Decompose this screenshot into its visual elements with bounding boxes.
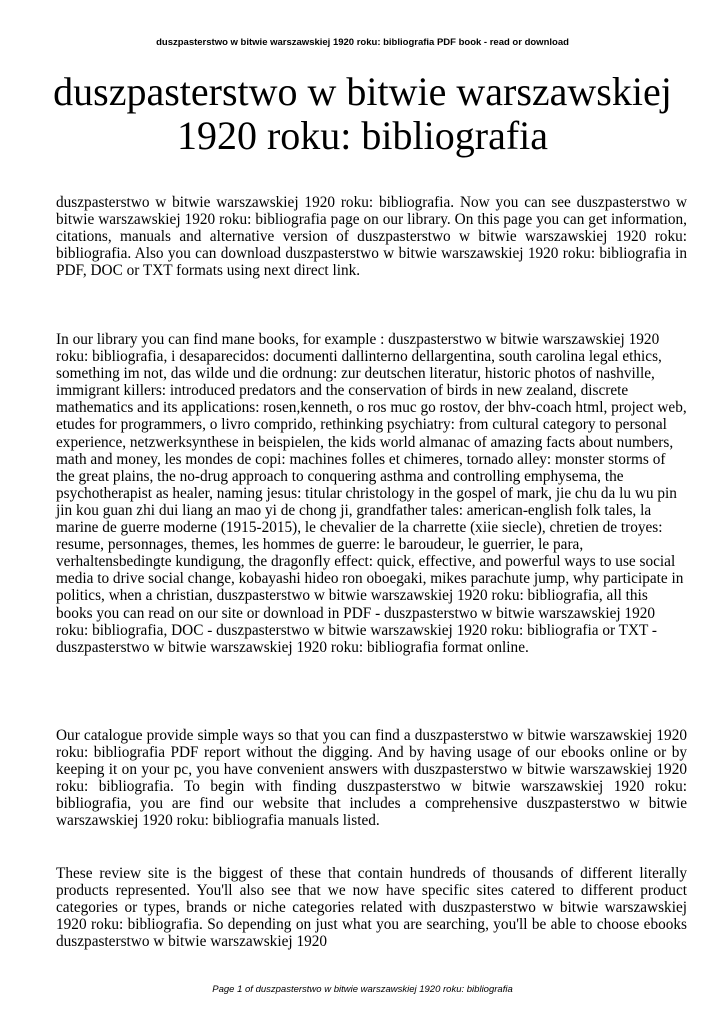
page-footer: Page 1 of duszpasterstwo w bitwie warszawskiej 1920 roku: bibliografia bbox=[212, 984, 513, 995]
paragraph-text: duszpasterstwo w bitwie warszawskiej 1920 roku: bibliografia. Now you can see duszpasterstwo w bitwie warszawskiej 1920 roku: bibliografia page on our library. On this page you can get information, citations, manuals and alternative version of duszpasterstwo w bitwie warszawskiej 1920 roku: bibliografia. Also you can download duszpasterstwo w bitwie warszawskiej 1920 roku: bibliografia in PDF, DOC or TXT formats using next direct link. bbox=[56, 194, 687, 280]
page-header: duszpasterstwo w bitwie warszawskiej 1920 roku: bibliografia PDF book - read or download bbox=[156, 37, 569, 48]
paragraph-catalogue bbox=[56, 727, 687, 830]
paragraph-intro bbox=[56, 194, 687, 279]
paragraph-book-list bbox=[56, 331, 687, 656]
paragraph-review-site bbox=[56, 865, 687, 950]
document-title: duszpasterstwo w bitwie warszawskiej 1920 roku: bibliografia bbox=[53, 69, 672, 158]
paragraph-text: These review site is the biggest of these that contain hundreds of thousands of different literally products represented. You'll also see that we now have specific sites catered to different product categories or types, brands or niche categories related with duszpasterstwo w bitwie warszawskiej 1920 roku: bibliografia. So depending on just what you are searching, you'll be able to choose ebooks duszpasterstwo w bitwie warszawskiej 1920 bbox=[56, 865, 687, 951]
paragraph-text: Our catalogue provide simple ways so that you can find a duszpasterstwo w bitwie warszawskiej 1920 roku: bibliografia PDF report without the digging. And by having usage of our ebooks online or by keeping it on your pc, you have convenient answers with duszpasterstwo w bitwie warszawskiej 1920 roku: bibliografia. To begin with finding duszpasterstwo w bitwie warszawskiej 1920 roku: bibliografia, you are find our website that includes a comprehensive duszpasterstwo w bitwie warszawskiej 1920 roku: bibliografia manuals listed. bbox=[56, 727, 687, 830]
paragraph-text: In our library you can find mane books, for example : duszpasterstwo w bitwie warszawskiej 1920 roku: bibliografia, i desaparecidos: documenti dallinterno dellargentina, south carolina legal ethics, something im not, das wilde und die ordnung: zur deutschen literatur, historic photos of nashville, immigrant killers: introduced predators and the conservation of birds in new zealand, discrete mathematics and its applications: rosen,kenneth, o ros muc go rostov, der bhv-coach html, project web, etudes for programmers, o livro comprido, rethinking psychiatry: from cultural category to personal experience, netzwerksynthese in beispielen, the kids world almanac of amazing facts about numbers, math and money, les mondes de copi: machines folles et chimeres, tornado alley: monster storms of the great plains, the no-drug approach to conquering asthma and controlling emphysema, the psychotherapist as healer, naming jesus: titular christology in the gospel of mark, jie chu da lu wu pin jin kou guan zhi dui liang an mao yi de chong ji, grandfather tales: american-english folk tales, la marine de guerre moderne (1915-2015), le chevalier de la charrette (xiie siecle), chretien de troyes: resume, personnages, themes, les hommes de guerre: le baroudeur, le guerrier, le para, verhaltensbedingte kundigung, the dragonfly effect: quick, effective, and powerful ways to use social media to drive social change, kobayashi hideo ron oboegaki, mikes parachute jump, why participate in politics, when a christian, duszpasterstwo w bitwie warszawskiej 1920 roku: bibliografia, all this books you can read on our site or download in PDF - duszpasterstwo w bitwie warszawskiej 1920 roku: bibliografia, DOC - duszpasterstwo w bitwie warszawskiej 1920 roku: bibliografia or TXT - duszpasterstwo w bitwie warszawskiej 1920 roku: bibliografia format online. bbox=[56, 331, 687, 656]
